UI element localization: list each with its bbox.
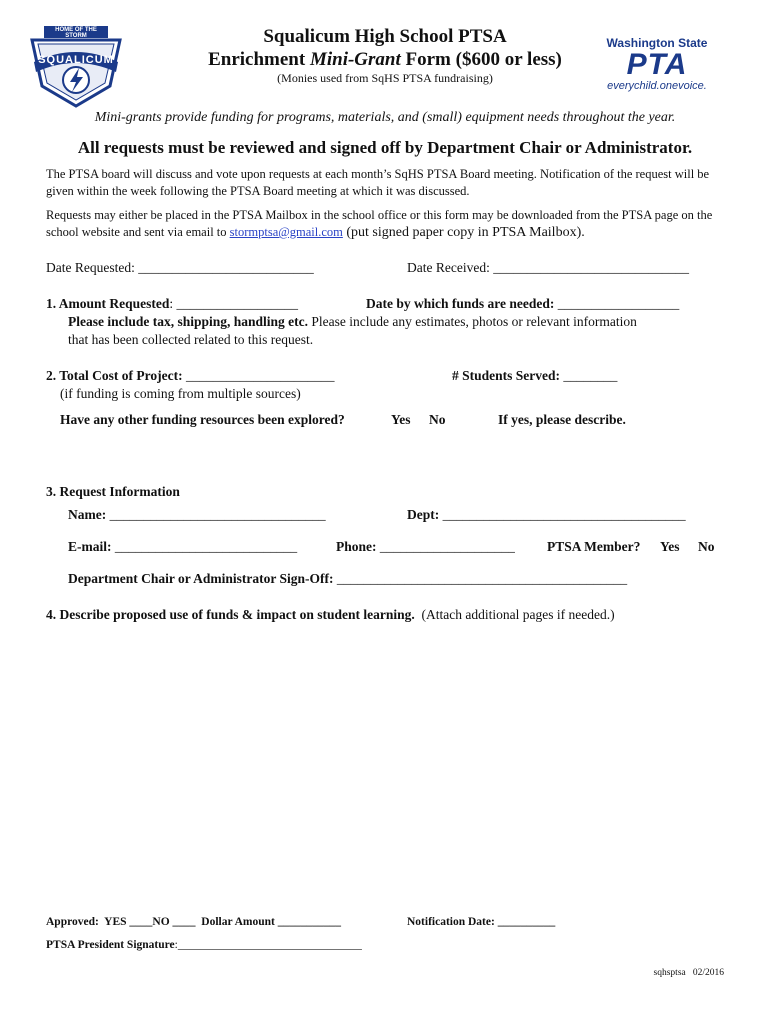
logo-top-text: HOME OF THE STORM — [55, 27, 97, 39]
signoff-row — [68, 571, 627, 587]
ptsa-member-yes[interactable]: Yes — [660, 539, 680, 554]
include-note — [68, 314, 637, 330]
email-row — [68, 539, 297, 555]
date-needed — [366, 296, 679, 312]
email-label: E-mail: — [68, 539, 115, 554]
include-note-line2: that has been collected related to this request. — [68, 332, 314, 347]
date-needed-label: Date by which funds are needed: — [366, 296, 558, 311]
approval-row — [46, 916, 341, 928]
notification-date-label: Notification Date: — [407, 916, 498, 928]
other-funding-yes[interactable]: Yes — [391, 412, 411, 427]
describe-use-area[interactable] — [46, 630, 726, 910]
notification-date-field[interactable]: __________ — [497, 916, 556, 928]
president-signature-colon: : — [174, 939, 178, 951]
signoff-field[interactable]: ___________________________________________ — [336, 571, 628, 586]
date-requested-label: Date Requested: — [46, 260, 139, 275]
pta-logo — [594, 36, 720, 96]
subtitle-italic: Mini-Grant — [309, 49, 401, 70]
phone-label: Phone: — [336, 539, 380, 554]
approved-no-field[interactable]: ____ — [172, 916, 196, 928]
monies-note: (Monies used from SqHS PTSA fundraising) — [277, 71, 493, 85]
name-label: Name: — [68, 507, 110, 522]
include-note-rest: Please include any estimates, photos or relevant information — [308, 314, 637, 329]
dollar-amount-label: Dollar Amount — [201, 916, 278, 928]
ptsa-member-no[interactable]: No — [698, 539, 715, 554]
if-yes-describe: If yes, please describe. — [498, 412, 626, 427]
amount-requested — [46, 296, 298, 312]
phone-row — [336, 539, 515, 555]
amount-requested-label: 1. Amount Requested — [46, 296, 170, 311]
date-received — [407, 260, 689, 276]
subtitle-suffix: Form ($600 or less) — [400, 49, 562, 70]
students-served-label: # Students Served: — [452, 368, 564, 383]
date-requested-field[interactable]: __________________________ — [138, 260, 314, 275]
amount-requested-field[interactable]: __________________ — [176, 296, 299, 311]
president-signature-field[interactable]: ________________________________ — [177, 939, 362, 951]
pta-logo-state: Washington State — [606, 36, 708, 50]
president-signature-row — [46, 939, 362, 951]
include-note-bold: Please include tax, shipping, handling etc. — [68, 314, 309, 329]
signoff-label: Department Chair or Administrator Sign-Off: — [68, 571, 337, 586]
form-code: sqhsptsa 02/2016 — [653, 968, 724, 978]
board-vote-paragraph: The PTSA board will discuss and vote upon requests at each month’s SqHS PTSA Board meeting. Notification of the request will be given within the week following the PTSA Board meeting at which it was discussed. — [46, 167, 710, 198]
submission-text-after: (put signed paper copy in PTSA Mailbox). — [342, 225, 585, 240]
review-heading: All requests must be reviewed and signed off by Department Chair or Administrator. — [77, 138, 693, 157]
total-cost — [46, 368, 334, 384]
students-served-field[interactable]: ________ — [563, 368, 618, 383]
other-funding-question: Have any other funding resources been explored? — [60, 412, 345, 427]
dept-row — [407, 507, 686, 523]
pta-logo-name: PTA — [626, 48, 688, 81]
logo-school-text: SQUALICUM — [38, 54, 114, 66]
approved-no-label: NO — [152, 916, 173, 928]
mini-grants-description: Mini-grants provide funding for programs, materials, and (small) equipment needs throughout the year. — [94, 110, 676, 125]
students-served — [452, 368, 617, 384]
amount-requested-colon: : — [169, 296, 177, 311]
describe-use-row — [46, 607, 615, 623]
multiple-sources-note: (if funding is coming from multiple sources) — [60, 386, 301, 401]
date-needed-field[interactable]: __________________ — [557, 296, 680, 311]
ptsa-member-label: PTSA Member? — [547, 539, 641, 554]
dollar-amount-field[interactable]: ___________ — [277, 916, 341, 928]
total-cost-field[interactable]: ______________________ — [185, 368, 335, 383]
name-field[interactable]: ________________________________ — [109, 507, 326, 522]
other-funding-no[interactable]: No — [429, 412, 446, 427]
dept-label: Dept: — [407, 507, 443, 522]
name-row — [68, 507, 326, 523]
dept-field[interactable]: ____________________________________ — [442, 507, 686, 522]
date-received-field[interactable]: _____________________________ — [493, 260, 689, 275]
describe-use-note: (Attach additional pages if needed.) — [421, 607, 615, 622]
pta-logo-tagline: everychild.onevoice. — [607, 80, 707, 92]
request-info-heading: 3. Request Information — [46, 484, 180, 499]
email-link[interactable]: stormptsa@gmail.com — [229, 225, 343, 239]
subtitle-prefix: Enrichment — [208, 49, 310, 70]
total-cost-label: 2. Total Cost of Project: — [46, 368, 186, 383]
approved-yes-field[interactable]: ____ — [129, 916, 153, 928]
approved-yes-label: Approved: YES — [46, 916, 130, 928]
submission-text: Requests may either be placed in the PTSA Mailbox in the school office or this form may be downloaded from the PTSA page on the school website and sent via email to — [46, 208, 713, 239]
president-signature-label: PTSA President Signature — [46, 939, 175, 951]
email-field[interactable]: ___________________________ — [114, 539, 298, 554]
other-funding-description-area[interactable] — [60, 432, 720, 476]
date-requested — [46, 260, 314, 276]
page-title: Squalicum High School PTSA — [263, 26, 507, 47]
date-received-label: Date Received: — [407, 260, 494, 275]
phone-field[interactable]: ____________________ — [379, 539, 515, 554]
describe-use-heading: 4. Describe proposed use of funds & impact on student learning. — [46, 607, 415, 622]
submission-paragraph — [46, 207, 736, 241]
notification-row — [407, 916, 555, 928]
